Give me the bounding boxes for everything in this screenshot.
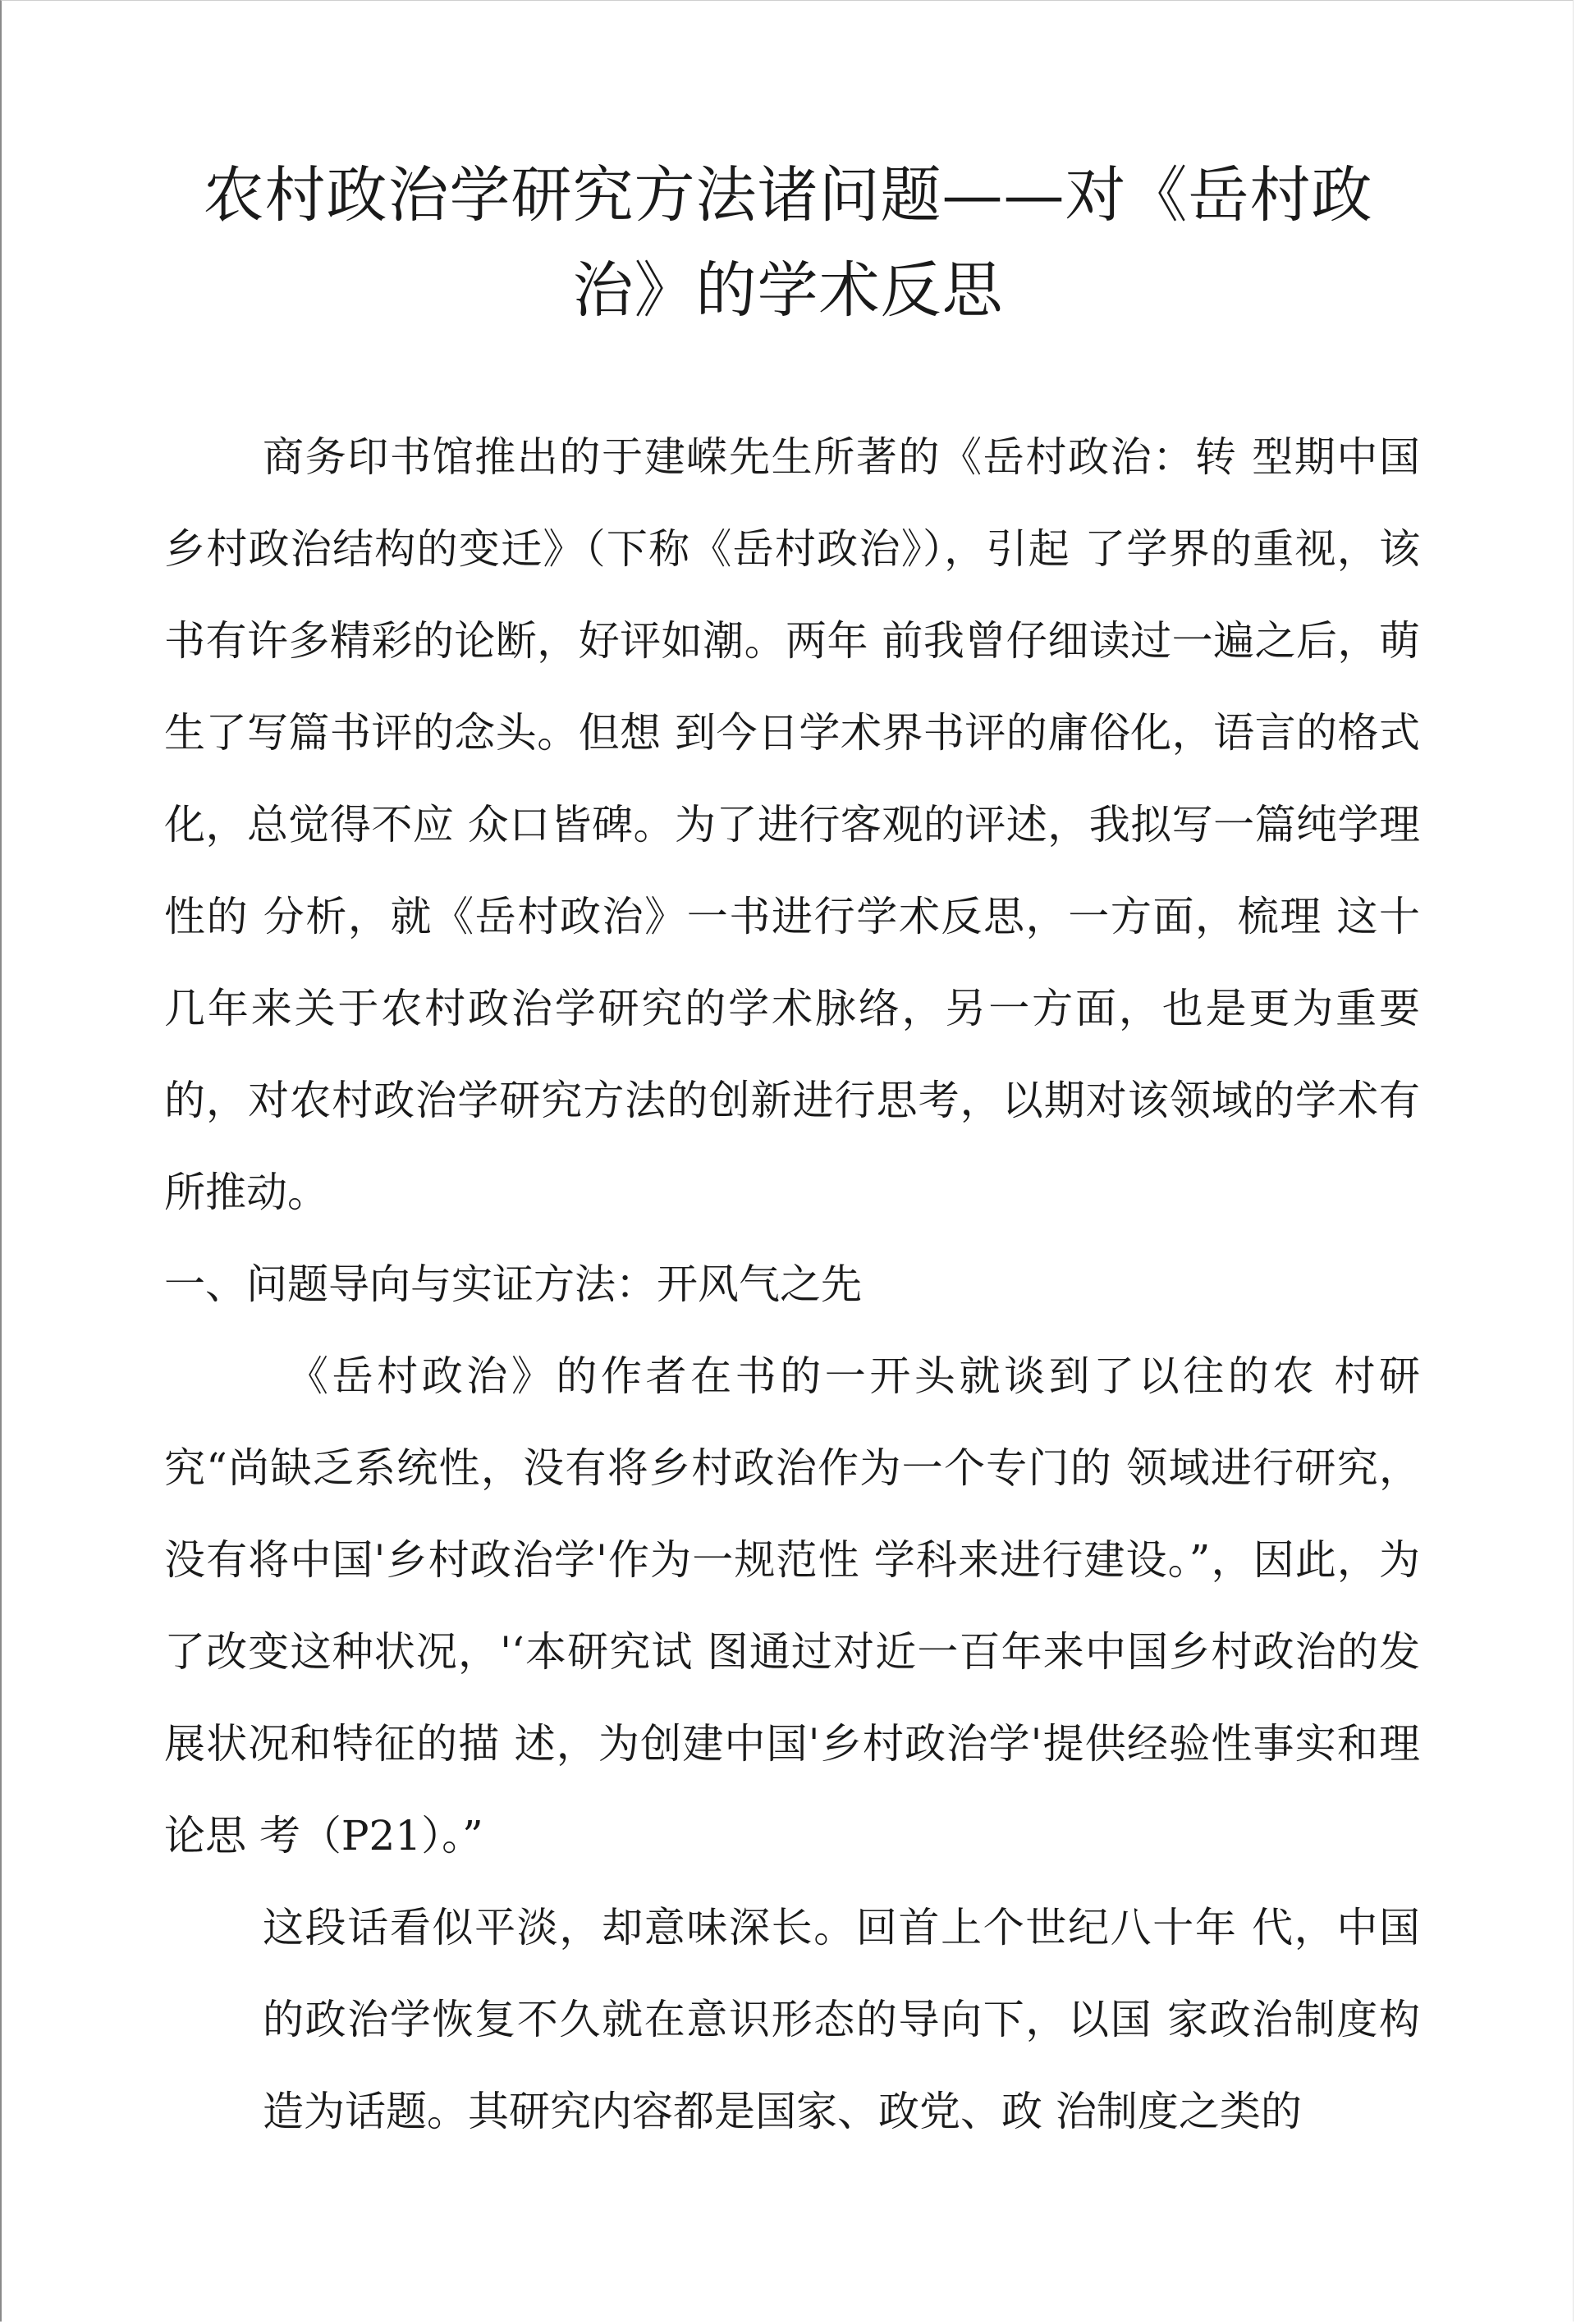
intro-paragraph: 商务印书馆推出的于建嵘先生所著的《岳村政治：转 型期中国乡村政治结构的变迁》（下称《岳村政治》），引起 了学界的重视，该书有许多精彩的论断，好评如潮。两年 前我曾仔细读过一遍之后，萌生了写篇书评的念头。但想 到今日学术界书评的庸俗化，语言的格式化，总觉得不应 众口皆碑。为了进行客观的评述，我拟写一篇纯学理性的 分析，就《岳村政治》一书进行学术反思，一方面，梳理 这十几年来关于农村政治学研究的学术脉络，另一方面，也是更为重要的，对农村政治学研究方法的创新进行思考，以期对该领域的学术有所推动。 xyxy=(164,433,1420,1216)
section-paragraph-2: 这段话看似平淡，却意味深长。回首上个世纪八十年 代，中国的政治学恢复不久就在意识形态的导向下，以国 家政治制度构造为话题。其研究内容都是国家、政党、政 治制度之类的 xyxy=(263,1904,1420,2135)
section-heading: 一、问题导向与实证方法：开风气之先 xyxy=(164,1260,862,1308)
document-title: 农村政治学研究方法诸问题——对《岳村政治》的学术反思 xyxy=(203,160,1373,326)
section-paragraph-1: 《岳村政治》的作者在书的一开头就谈到了以往的农 村研究“尚缺乏系统性，没有将乡村政治作为一个专门的 领域进行研究，没有将中国'乡村政治学'作为一规范性 学科来进行建设。”，因此，为了改变这种状况，'‘本研究试 图通过对近一百年来中国乡村政治的发展状况和特征的描 述，为创建中国'乡村政治学'提供经验性事实和理论思 考（P21）。” xyxy=(164,1352,1420,1860)
